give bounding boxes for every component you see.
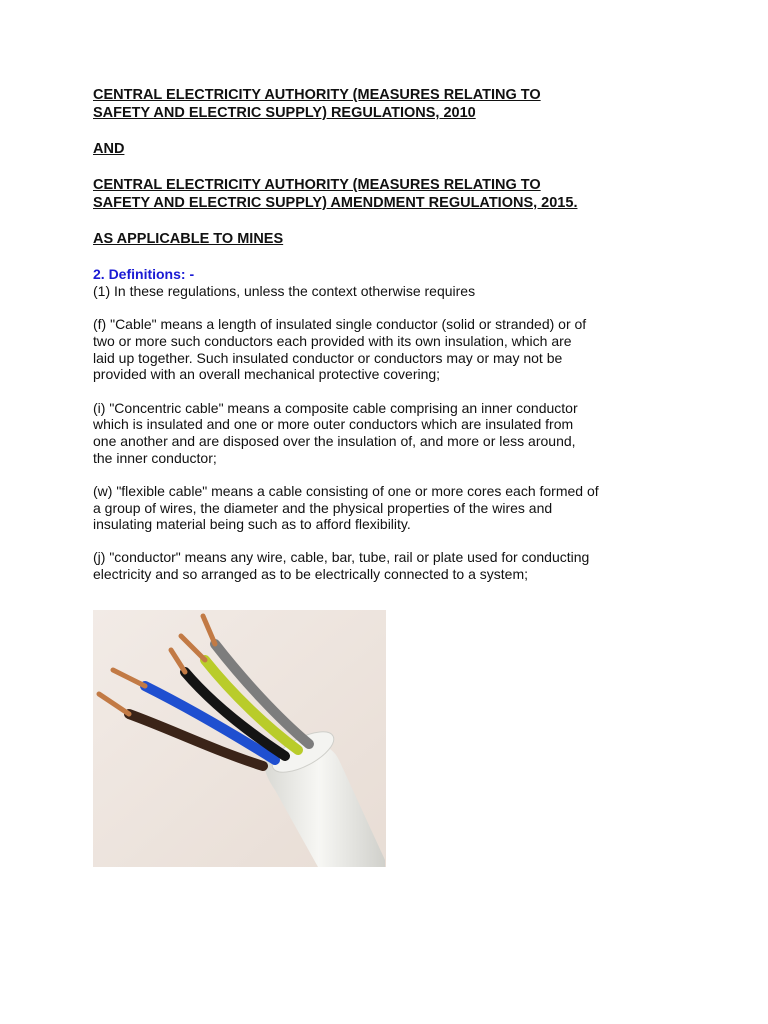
heading-amendment-2015-line2: SAFETY AND ELECTRIC SUPPLY) AMENDMENT REGULATIONS, 2015. — [93, 195, 578, 211]
definition-line: (f) "Cable" means a length of insulated single conductor (solid or stranded) or of — [93, 316, 587, 333]
definition-line: the inner conductor; — [93, 449, 217, 466]
definition-line: two or more such conductors each provided with its own insulation, which are — [93, 332, 572, 349]
definition-flexible-cable — [93, 483, 693, 533]
heading-amendment-2015 — [93, 176, 693, 212]
heading-regulations-2010 — [93, 86, 693, 122]
definition-conductor — [93, 549, 693, 582]
heading-and: AND — [93, 141, 125, 157]
heading-applicable-to-mines: AS APPLICABLE TO MINES — [93, 231, 284, 247]
definition-cable — [93, 316, 693, 383]
definition-line: (w) "flexible cable" means a cable consisting of one or more cores each formed of — [93, 482, 599, 499]
definition-line: which is insulated and one or more outer conductors which are insulated from — [93, 416, 574, 433]
definitions-intro: (1) In these regulations, unless the context otherwise requires — [93, 283, 476, 299]
definition-line: one another and are disposed over the insulation of, and more or less around, — [93, 432, 576, 449]
definition-line: electricity and so arranged as to be electrically connected to a system; — [93, 566, 528, 583]
definition-line: (i) "Concentric cable" means a composite cable comprising an inner conductor — [93, 399, 578, 416]
definition-line: insulating material being such as to afford flexibility. — [93, 516, 411, 533]
flexible-cable-photo — [93, 610, 386, 867]
definition-line: provided with an overall mechanical protective covering; — [93, 366, 441, 383]
section-title-definitions: 2. Definitions: - — [93, 266, 195, 282]
flexible-cable-illustration — [93, 610, 386, 867]
document-page — [93, 86, 693, 583]
definition-line: a group of wires, the diameter and the physical properties of the wires and — [93, 499, 553, 516]
heading-regulations-2010-line2: SAFETY AND ELECTRIC SUPPLY) REGULATIONS, 2010 — [93, 105, 476, 121]
definition-line: laid up together. Such insulated conductor or conductors may or may not be — [93, 349, 563, 366]
definition-concentric-cable — [93, 400, 693, 467]
definition-line: (j) "conductor" means any wire, cable, bar, tube, rail or plate used for conducting — [93, 549, 590, 566]
heading-amendment-2015-line1: CENTRAL ELECTRICITY AUTHORITY (MEASURES RELATING TO — [93, 177, 541, 193]
heading-regulations-2010-line1: CENTRAL ELECTRICITY AUTHORITY (MEASURES RELATING TO — [93, 87, 541, 103]
